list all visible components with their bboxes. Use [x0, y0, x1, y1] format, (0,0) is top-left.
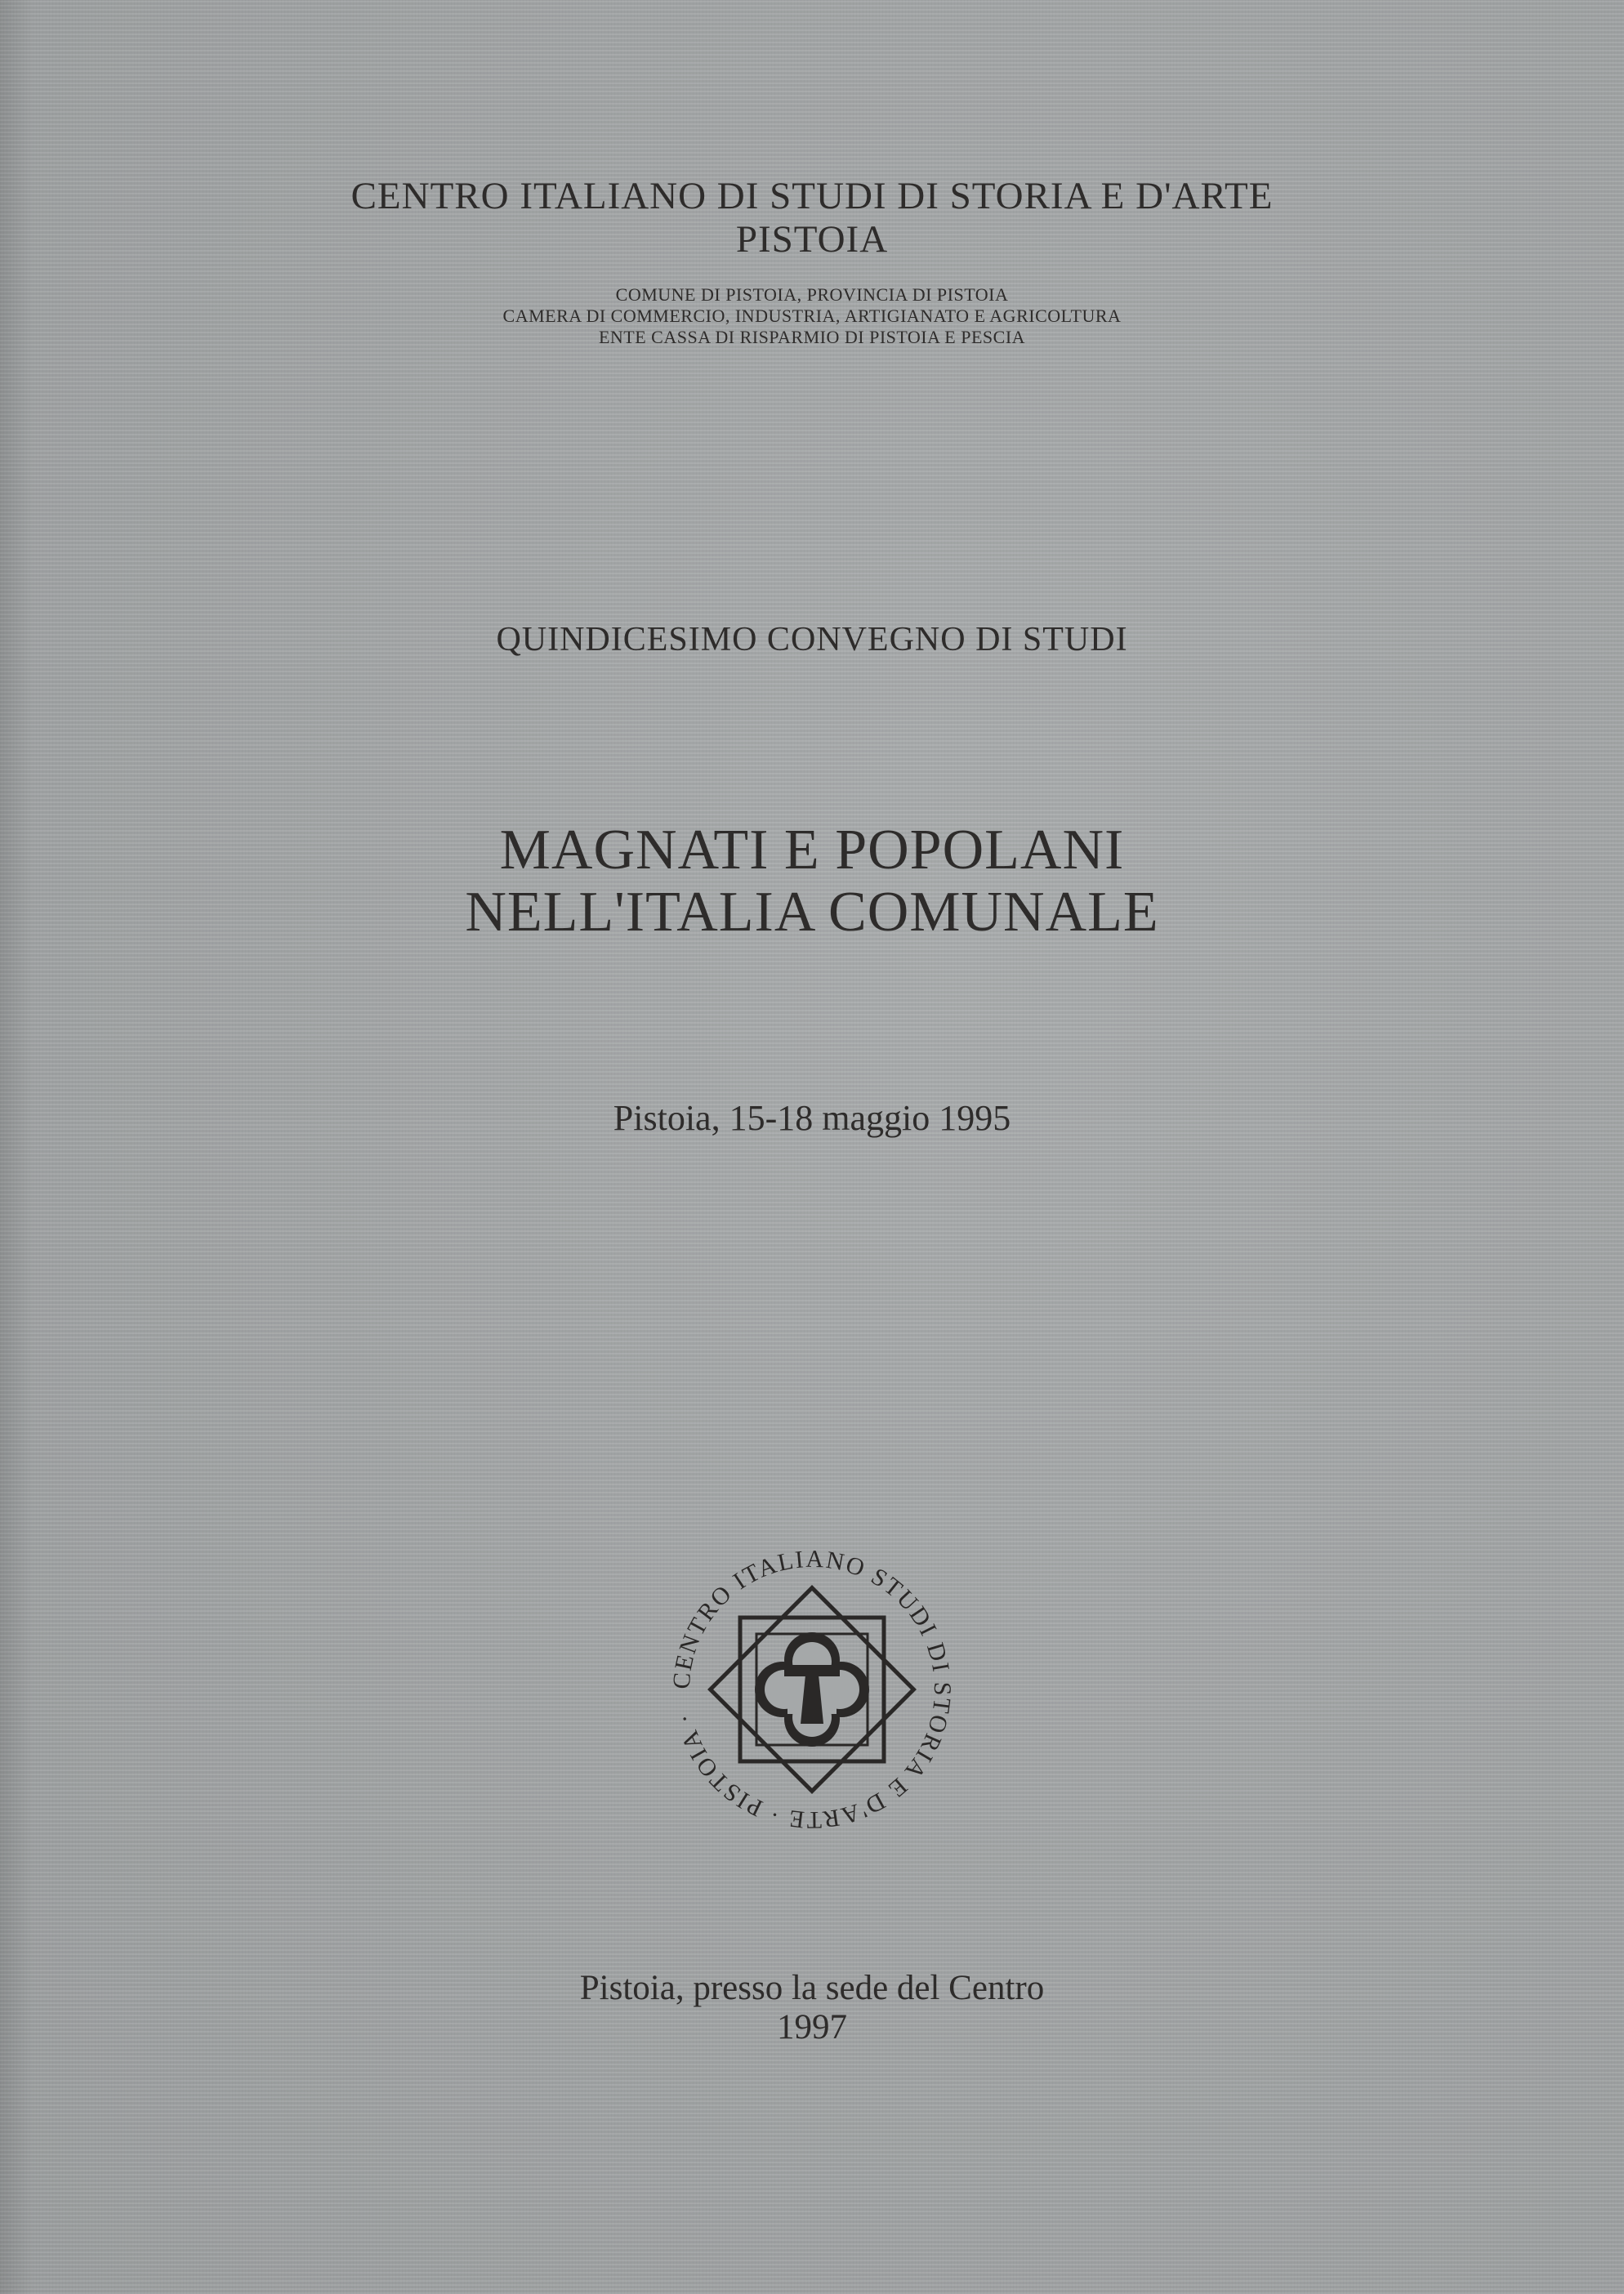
imprint [0, 1969, 1624, 2047]
institution-name: CENTRO ITALIANO DI STUDI DI STORIA E D'ARTE [350, 175, 1274, 217]
sponsor-line: COMUNE DI PISTOIA, PROVINCIA DI PISTOIA [615, 284, 1009, 305]
institution-seal-emblem [665, 1542, 959, 1837]
imprint-place: Pistoia, presso la sede del Centro [579, 1969, 1045, 2007]
imprint-year: 1997 [777, 2008, 847, 2046]
book-title [0, 819, 1624, 944]
series-title: QUINDICESIMO CONVEGNO DI STUDI [496, 621, 1128, 658]
institution-city: PISTOIA [735, 218, 889, 261]
book-title-line: MAGNATI E POPOLANI [499, 819, 1125, 881]
sponsor-list [0, 284, 1624, 348]
sponsor-line: CAMERA DI COMMERCIO, INDUSTRIA, ARTIGIANATO E AGRICOLTURA [502, 306, 1122, 326]
sponsor-line: ENTE CASSA DI RISPARMIO DI PISTOIA E PESCIA [598, 327, 1026, 347]
event-place-date: Pistoia, 15-18 maggio 1995 [613, 1098, 1011, 1138]
book-title-line: NELL'ITALIA COMUNALE [465, 881, 1159, 944]
seal-text: CENTRO ITALIANO STUDI DI STORIA E D'ARTE · PISTOIA · [667, 1545, 957, 1834]
